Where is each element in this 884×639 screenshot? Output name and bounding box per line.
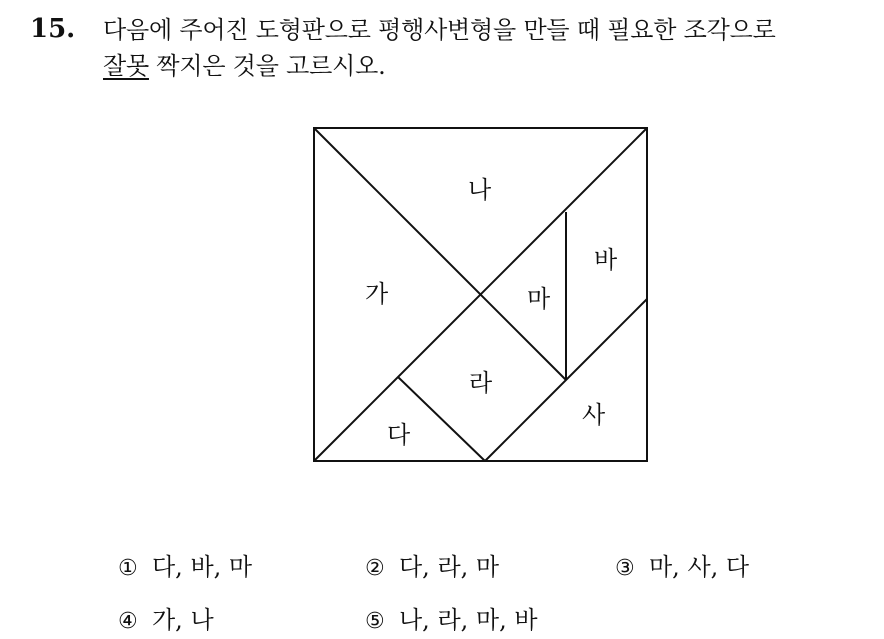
choice-2-text: 다, 라, 마: [399, 553, 500, 581]
question-number: 15.: [30, 14, 76, 44]
piece-label-ba: 바: [594, 246, 618, 274]
piece-label-na: 나: [468, 176, 492, 204]
piece-label-ga: 가: [365, 280, 389, 308]
choice-5-text: 나, 라, 마, 바: [399, 606, 538, 634]
choice-5[interactable]: [365, 605, 538, 637]
choice-1-number: ①: [118, 556, 138, 581]
choice-3-text: 마, 사, 다: [649, 553, 750, 581]
choice-4-text: 가, 나: [152, 606, 214, 634]
choice-4-number: ④: [118, 609, 138, 634]
choice-5-number: ⑤: [365, 609, 385, 634]
choice-2-number: ②: [365, 556, 385, 581]
choice-4[interactable]: [118, 605, 214, 637]
choice-2[interactable]: [365, 552, 499, 584]
choice-3[interactable]: [615, 552, 749, 584]
underlined-word: 잘못: [103, 52, 149, 80]
choice-3-number: ③: [615, 556, 635, 581]
question-line-1: 다음에 주어진 도형판으로 평행사변형을 만들 때 필요한 조각으로: [103, 16, 776, 44]
diagonal-main: [314, 128, 566, 380]
choice-1[interactable]: [118, 552, 252, 584]
choice-1-text: 다, 바, 마: [152, 553, 253, 581]
piece-label-da: 다: [387, 421, 411, 449]
piece-label-sa: 사: [582, 401, 606, 429]
piece-label-ma: 마: [527, 285, 551, 313]
question-line-2-rest: 짝지은 것을 고르시오.: [148, 52, 386, 80]
piece-label-ra: 라: [469, 369, 493, 397]
